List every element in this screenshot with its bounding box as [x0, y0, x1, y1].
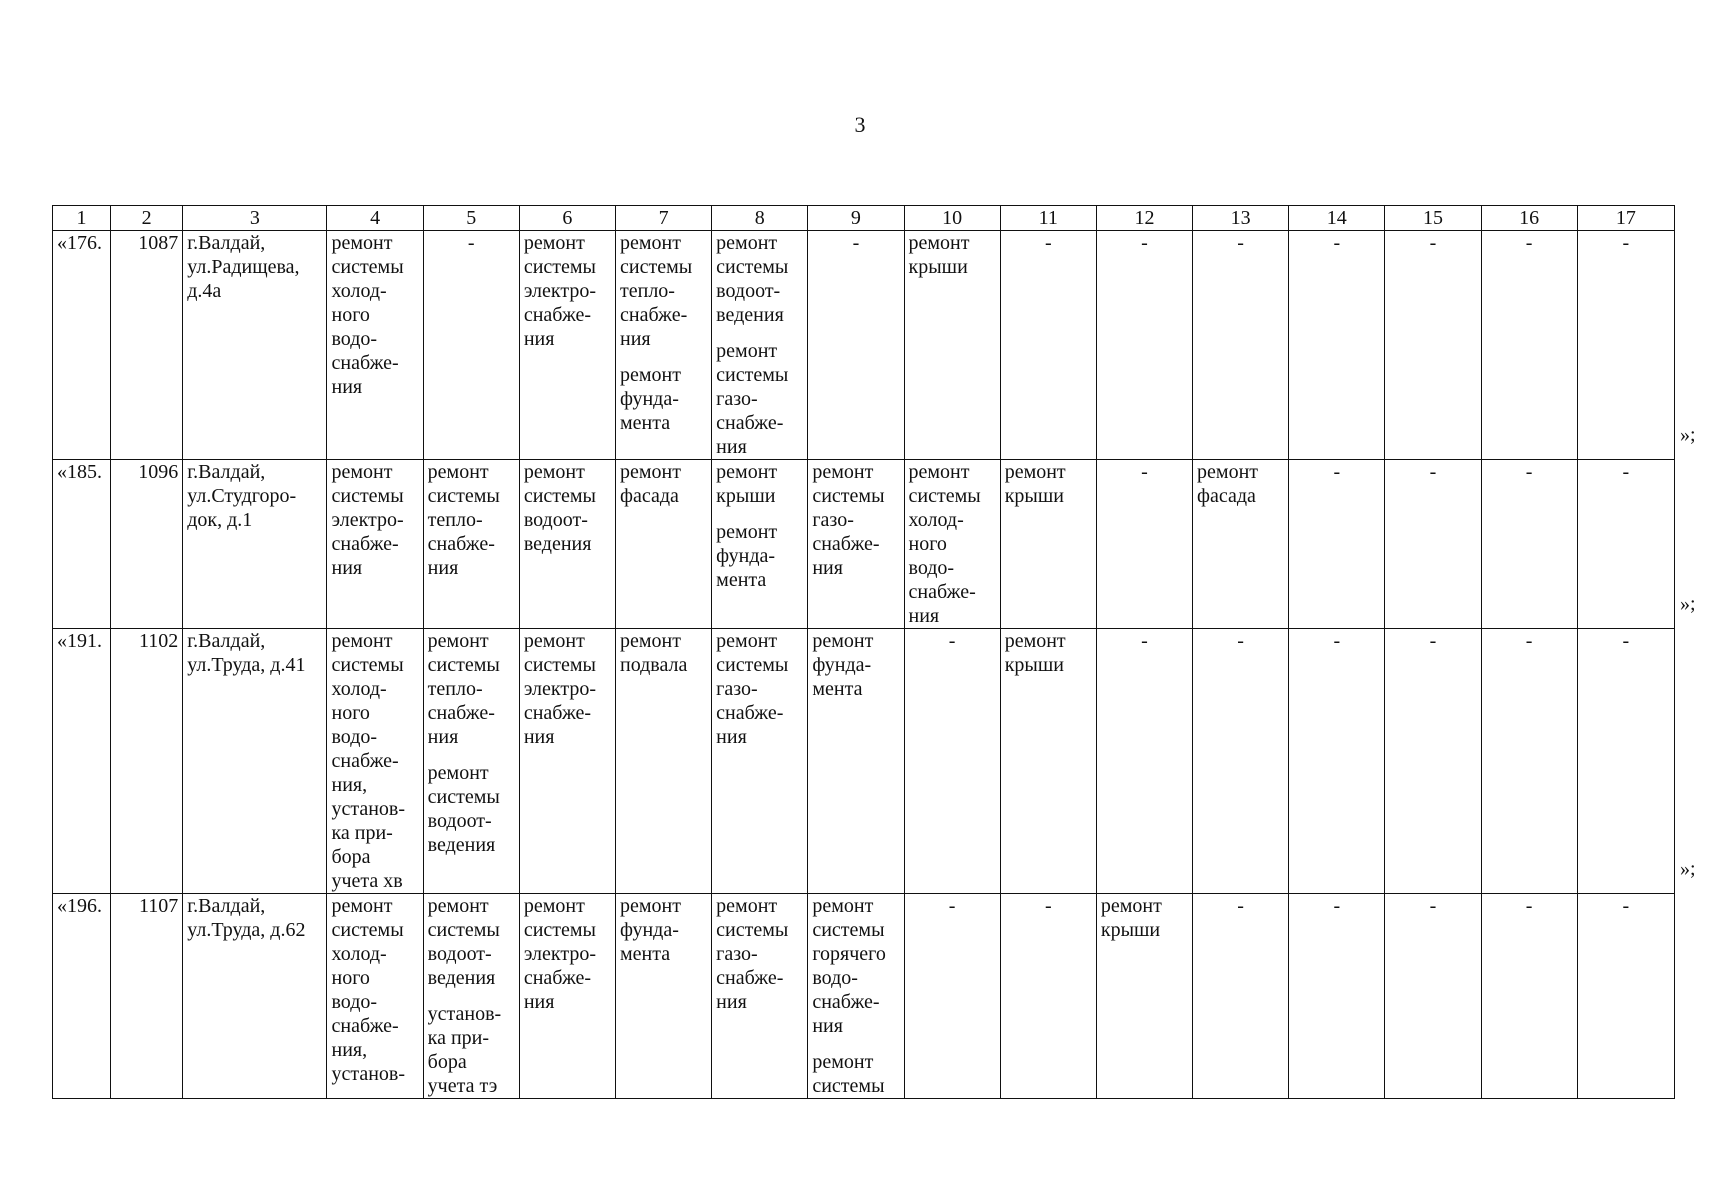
work-entry: -: [1525, 461, 1533, 483]
work-cell: [904, 460, 1000, 629]
table-body: [53, 231, 1675, 1099]
empty-cell: [1289, 231, 1385, 460]
empty-cell: [1289, 629, 1385, 894]
empty-cell: [1577, 231, 1674, 460]
work-entry: ремонт системы тепло-снабже-ния: [620, 232, 693, 350]
work-entry: -: [1622, 461, 1630, 483]
work-entry: -: [1429, 630, 1437, 652]
empty-cell: [1385, 629, 1481, 894]
empty-cell: [1289, 460, 1385, 629]
work-cell: [712, 460, 808, 629]
column-header-15: 15: [1385, 206, 1481, 231]
work-entry: -: [1333, 895, 1341, 917]
work-cell: [1096, 894, 1192, 1099]
work-entry: -: [1622, 232, 1630, 254]
work-entry: ремонт системы холод-ного водо-снабже-ния, установ-ка при-бора учета хв: [331, 630, 406, 892]
empty-cell: [1481, 231, 1577, 460]
row-code: 1096: [111, 460, 183, 629]
work-entry: ремонт фасада: [620, 461, 681, 507]
empty-cell: [1385, 231, 1481, 460]
column-header-17: 17: [1577, 206, 1674, 231]
work-entry: ремонт системы электро-снабже-ния: [523, 232, 597, 350]
work-entry: -: [1333, 630, 1341, 652]
empty-cell: [1577, 629, 1674, 894]
work-entry: ремонт системы водоот-ведения: [716, 232, 789, 326]
work-entry: ремонт системы холод-ного водо-снабже-ния: [331, 232, 404, 398]
row-address: г.Валдай, ул.Студгоро-док, д.1: [183, 460, 327, 629]
work-entry: -: [1141, 461, 1148, 483]
column-header-9: 9: [808, 206, 904, 231]
work-cell: [327, 629, 423, 894]
work-entry: ремонт системы электро-снабже-ния: [523, 895, 597, 1013]
work-entry: -: [1333, 232, 1341, 254]
empty-cell: [1577, 894, 1674, 1099]
empty-cell: [1096, 460, 1192, 629]
work-entry: -: [1525, 630, 1533, 652]
work-cell: [616, 629, 712, 894]
column-header-7: 7: [616, 206, 712, 231]
work-entry: ремонт крыши: [1004, 630, 1066, 676]
work-entry: -: [1141, 232, 1148, 254]
work-entry: ремонт системы электро-снабже-ния: [331, 461, 404, 579]
work-entry: ремонт крыши: [1004, 461, 1066, 507]
row-number: «185.: [53, 460, 111, 629]
work-cell: [808, 894, 904, 1099]
table-row: [53, 231, 1675, 460]
work-entry: -: [948, 895, 956, 917]
work-entry: -: [1429, 895, 1437, 917]
table-row: [53, 629, 1675, 894]
table-row: [53, 460, 1675, 629]
row-suffix: »;: [1680, 423, 1696, 446]
empty-cell: [1000, 231, 1096, 460]
empty-cell: [1481, 894, 1577, 1099]
work-entry: ремонт системы электро-снабже-ния: [523, 630, 597, 748]
work-entry: ремонт фунда-мента: [812, 630, 874, 700]
work-entry: -: [1525, 232, 1533, 254]
empty-cell: [904, 894, 1000, 1099]
work-entry: ремонт системы водоот-ведения: [427, 762, 500, 856]
work-cell: [519, 894, 615, 1099]
work-cell: [1000, 460, 1096, 629]
column-header-5: 5: [423, 206, 519, 231]
work-cell: [808, 629, 904, 894]
repair-schedule-table: [52, 205, 1675, 1099]
work-entry: ремонт фунда-мента: [620, 895, 681, 965]
column-header-12: 12: [1096, 206, 1192, 231]
column-header-16: 16: [1481, 206, 1577, 231]
page-number: 3: [854, 112, 866, 137]
header-row: [53, 206, 1675, 231]
work-entry: -: [1622, 630, 1630, 652]
work-cell: [327, 460, 423, 629]
work-entry: -: [1429, 461, 1437, 483]
work-entry: ремонт крыши: [716, 461, 778, 507]
work-entry: ремонт системы тепло-снабже-ния: [427, 461, 500, 579]
work-cell: [519, 231, 615, 460]
work-entry: ремонт системы газо-снабже-ния: [812, 461, 885, 579]
empty-cell: [1481, 460, 1577, 629]
column-header-4: 4: [327, 206, 423, 231]
row-number: «196.: [53, 894, 111, 1099]
work-cell: [423, 894, 519, 1099]
work-entry: ремонт системы водоот-ведения: [427, 895, 500, 989]
row-code: 1102: [111, 629, 183, 894]
work-entry: ремонт системы газо-снабже-ния: [716, 340, 789, 458]
empty-cell: [1000, 894, 1096, 1099]
work-cell: [616, 894, 712, 1099]
work-entry: -: [1141, 630, 1148, 652]
work-entry: -: [467, 232, 475, 254]
column-header-6: 6: [519, 206, 615, 231]
work-entry: -: [1333, 461, 1341, 483]
empty-cell: [423, 231, 519, 460]
work-cell: [712, 894, 808, 1099]
work-cell: [327, 231, 423, 460]
row-address: г.Валдай, ул.Радищева, д.4а: [183, 231, 327, 460]
work-entry: ремонт крыши: [1100, 895, 1162, 941]
work-entry: ремонт системы холод-ного водо-снабже-ния, установ-: [331, 895, 406, 1085]
work-cell: [327, 894, 423, 1099]
work-entry: -: [1622, 895, 1630, 917]
work-cell: [808, 460, 904, 629]
table-header: [53, 206, 1675, 231]
empty-cell: [1481, 629, 1577, 894]
empty-cell: [1385, 460, 1481, 629]
empty-cell: [1096, 231, 1192, 460]
work-cell: [423, 460, 519, 629]
column-header-10: 10: [904, 206, 1000, 231]
column-header-14: 14: [1289, 206, 1385, 231]
row-number: «176.: [53, 231, 111, 460]
work-entry: ремонт фунда-мента: [620, 364, 681, 434]
empty-cell: [904, 629, 1000, 894]
column-header-13: 13: [1193, 206, 1289, 231]
column-header-3: 3: [183, 206, 327, 231]
row-code: 1087: [111, 231, 183, 460]
work-cell: [712, 231, 808, 460]
column-header-11: 11: [1000, 206, 1096, 231]
work-cell: [616, 460, 712, 629]
work-entry: -: [1237, 630, 1244, 652]
empty-cell: [1096, 629, 1192, 894]
work-entry: ремонт фунда-мента: [716, 521, 778, 591]
work-cell: [1193, 460, 1289, 629]
work-entry: -: [948, 630, 956, 652]
column-header-2: 2: [111, 206, 183, 231]
work-entry: установ-ка при-бора учета тэ: [427, 1003, 502, 1097]
table-row: [53, 894, 1675, 1099]
empty-cell: [1289, 894, 1385, 1099]
work-entry: -: [1044, 232, 1052, 254]
row-suffix: »;: [1680, 592, 1696, 615]
work-entry: ремонт крыши: [908, 232, 970, 278]
work-cell: [519, 460, 615, 629]
row-address: г.Валдай, ул.Труда, д.41: [183, 629, 327, 894]
empty-cell: [1193, 894, 1289, 1099]
empty-cell: [1193, 629, 1289, 894]
work-cell: [904, 231, 1000, 460]
work-entry: ремонт системы: [812, 1051, 885, 1097]
empty-cell: [808, 231, 904, 460]
column-header-8: 8: [712, 206, 808, 231]
work-entry: ремонт системы тепло-снабже-ния: [427, 630, 500, 748]
work-entry: ремонт системы газо-снабже-ния: [716, 895, 789, 1013]
column-header-1: 1: [53, 206, 111, 231]
work-cell: [712, 629, 808, 894]
row-code: 1107: [111, 894, 183, 1099]
work-entry: -: [1429, 232, 1437, 254]
work-entry: ремонт системы холод-ного водо-снабже-ния: [908, 461, 981, 627]
empty-cell: [1385, 894, 1481, 1099]
work-entry: -: [1237, 895, 1244, 917]
work-entry: ремонт подвала: [620, 630, 688, 676]
work-entry: -: [1044, 895, 1052, 917]
work-entry: -: [852, 232, 860, 254]
row-address: г.Валдай, ул.Труда, д.62: [183, 894, 327, 1099]
work-entry: ремонт системы газо-снабже-ния: [716, 630, 789, 748]
work-entry: ремонт системы горячего водо-снабже-ния: [812, 895, 886, 1037]
work-cell: [616, 231, 712, 460]
work-cell: [1000, 629, 1096, 894]
work-entry: -: [1237, 232, 1244, 254]
work-cell: [423, 629, 519, 894]
row-number: «191.: [53, 629, 111, 894]
work-entry: ремонт фасада: [1197, 461, 1259, 507]
row-suffix: »;: [1680, 857, 1696, 880]
empty-cell: [1193, 231, 1289, 460]
work-cell: [519, 629, 615, 894]
work-entry: -: [1525, 895, 1533, 917]
empty-cell: [1577, 460, 1674, 629]
work-entry: ремонт системы водоот-ведения: [523, 461, 596, 555]
